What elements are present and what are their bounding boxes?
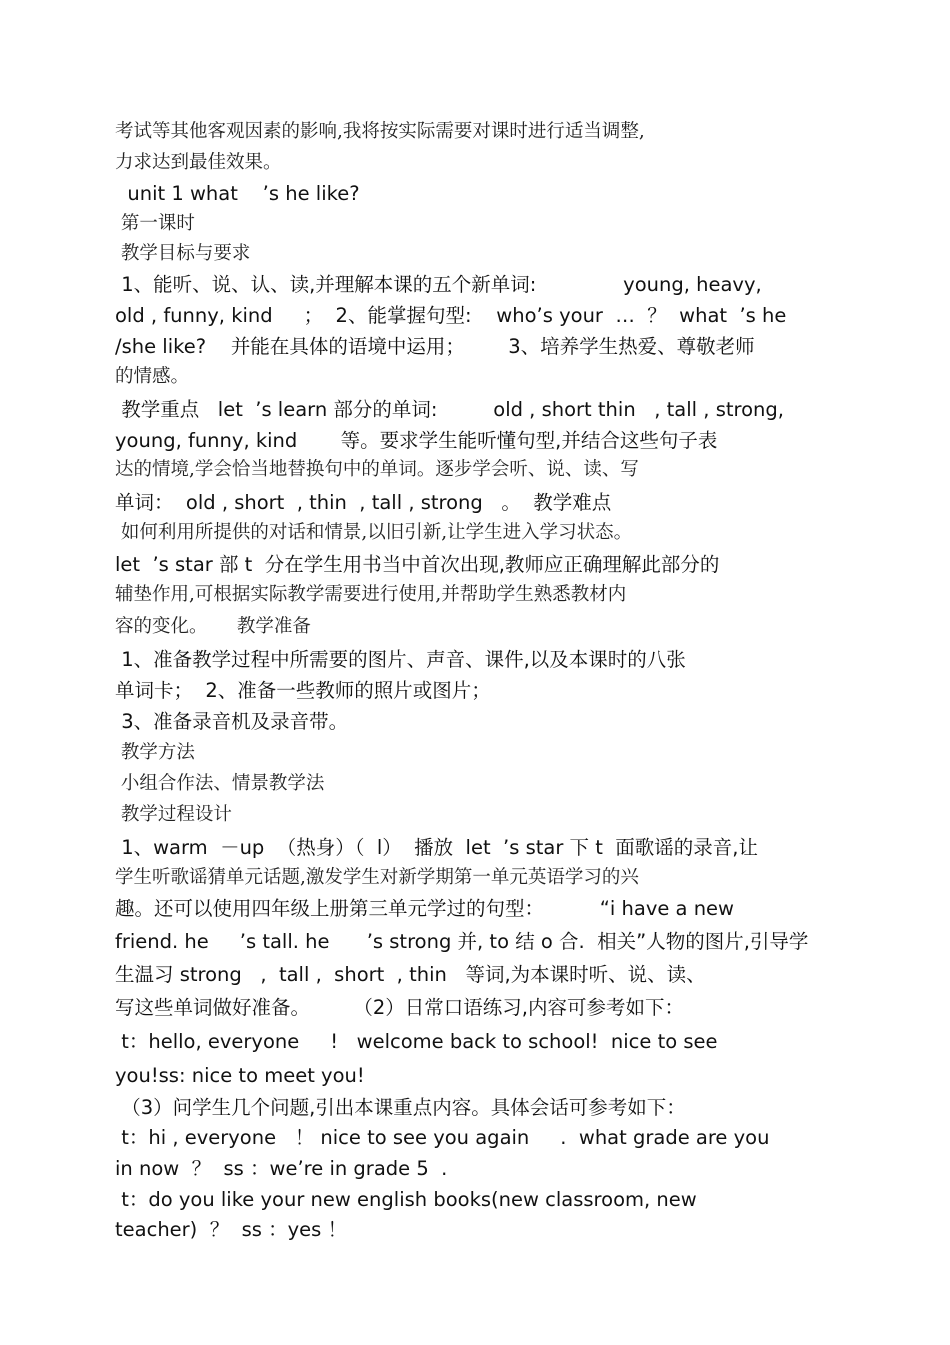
- text-line: let ’s star 部 t 分在学生用书当中首次出现,教师应正确理解此部分的: [115, 553, 720, 576]
- text-line: 写这些单词做好准备。 （2）日常口语练习,内容可参考如下：: [115, 996, 684, 1019]
- text-line: old , funny, kind ； 2、能掌握句型: who’s your … ？ what ’s he: [115, 304, 787, 327]
- text-line: 单词： old , short , thin , tall , strong 。 教学难点: [115, 491, 612, 514]
- text-line: 1、准备教学过程中所需要的图片、声音、课件,以及本课时的八张: [115, 648, 686, 671]
- dialogue-line: you!ss: nice to meet you!: [115, 1064, 365, 1087]
- unit-title: unit 1 what ’s he like?: [115, 182, 360, 205]
- text-line: （3）问学生几个问题,引出本课重点内容。具体会话可参考如下：: [115, 1096, 686, 1119]
- text-line: 小组合作法、情景教学法: [115, 773, 325, 794]
- text-line: 学生听歌谣猜单元话题,激发学生对新学期第一单元英语学习的兴: [115, 867, 639, 888]
- text-line: 3、准备录音机及录音带。: [115, 710, 349, 733]
- text-line: 教学重点 let ’s learn 部分的单词: old , short thin , tall , strong,: [115, 398, 784, 421]
- lesson-heading: 第一课时: [115, 213, 195, 234]
- text-line: /she like? 并能在具体的语境中运用； 3、培养学生热爱、尊敬老师: [115, 335, 755, 358]
- text-line: 生温习 strong , tall , short , thin 等词,为本课时听、说、读、: [115, 963, 706, 986]
- text-line: 1、warm －up （热身）（ l） 播放 let ’s star 下 t 面歌谣的录音,让: [115, 836, 758, 859]
- text-line: friend. he ’s tall. he ’s strong 并, to 结 o 合. 相关”人物的图片,引导学: [115, 930, 809, 953]
- dialogue-line: in now ？ ss ：we’re in grade 5 .: [115, 1157, 448, 1180]
- text-line: 力求达到最佳效果。: [115, 152, 282, 173]
- text-line: 辅垫作用,可根据实际教学需要进行使用,并帮助学生熟悉教材内: [115, 584, 627, 605]
- text-line: 考试等其他客观因素的影响,我将按实际需要对课时进行适当调整,: [115, 121, 645, 142]
- text-line: 的情感。: [115, 366, 190, 387]
- text-line: 容的变化。 教学准备: [115, 616, 311, 637]
- text-line: young, funny, kind 等。要求学生能听懂句型,并结合这些句子表: [115, 429, 718, 452]
- dialogue-line: t：hi , everyone ！ nice to see you again . what grade are you: [115, 1126, 770, 1149]
- text-line: 单词卡； 2、准备一些教师的照片或图片；: [115, 679, 491, 702]
- text-line: 趣。还可以使用四年级上册第三单元学过的句型： “i have a new: [115, 897, 735, 920]
- text-line: 如何利用所提供的对话和情景,以旧引新,让学生进入学习状态。: [115, 522, 633, 543]
- section-heading-objectives: 教学目标与要求: [115, 243, 251, 264]
- text-line: 1、能听、说、认、读,并理解本课的五个新单词: young, heavy,: [115, 273, 762, 296]
- dialogue-line: t：do you like your new english books(new classroom, new: [115, 1188, 697, 1211]
- dialogue-line: t：hello, everyone ! welcome back to school! nice to see: [115, 1030, 718, 1053]
- text-line: 达的情境,学会恰当地替换句中的单词。逐步学会听、说、读、写: [115, 459, 639, 480]
- section-heading-methods: 教学方法: [115, 742, 195, 763]
- dialogue-line: teacher) ？ ss ：yes ！: [115, 1218, 348, 1241]
- section-heading-process: 教学过程设计: [115, 804, 232, 825]
